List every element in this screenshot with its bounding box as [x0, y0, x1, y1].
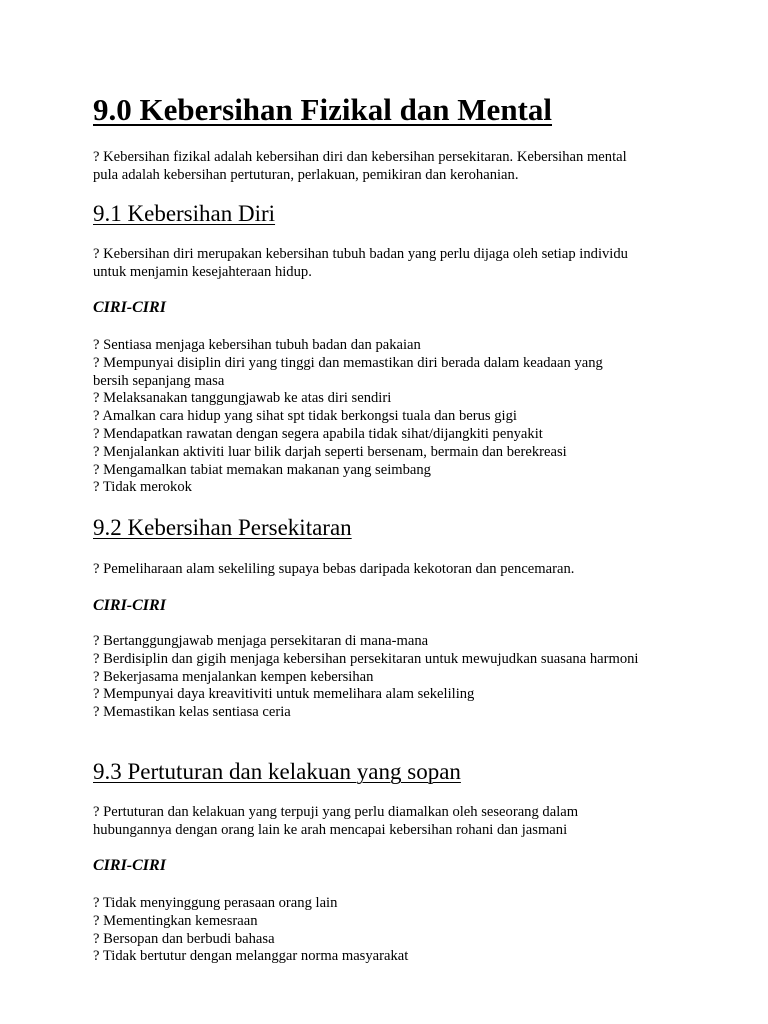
ciri-ciri-label-9-2: CIRI-CIRI	[93, 597, 166, 614]
list-item: ? Bekerjasama menjalankan kempen kebersihan	[93, 668, 374, 685]
list-item: ? Tidak menyinggung perasaan orang lain	[93, 895, 338, 911]
list-item: ? Sentiasa menjaga kebersihan tubuh badan dan pakaian	[93, 337, 421, 353]
paragraph-line: ? Pemeliharaan alam sekeliling supaya bebas daripada kekotoran dan pencemaran.	[93, 561, 575, 577]
list-item: bersih sepanjang masa	[93, 372, 225, 389]
list-item: ? Menjalankan aktiviti luar bilik darjah seperti bersenam, bermain dan berekreasi	[93, 443, 567, 460]
paragraph-line: ? Pertuturan dan kelakuan yang terpuji yang perlu diamalkan oleh seseorang dalam	[93, 804, 579, 820]
page-title: 9.0 Kebersihan Fizikal dan Mental	[93, 92, 552, 127]
list-item: ? Bersopan dan berbudi bahasa	[93, 930, 275, 947]
paragraph-line: ? Kebersihan diri merupakan kebersihan tubuh badan yang perlu dijaga oleh setiap individu	[93, 246, 628, 262]
list-item: ? Berdisiplin dan gigih menjaga kebersihan persekitaran untuk mewujudkan suasana harmoni	[93, 650, 639, 667]
intro-paragraph	[93, 148, 693, 184]
ciri-ciri-label-9-1: CIRI-CIRI	[93, 299, 166, 316]
section-9-2-paragraph	[93, 560, 693, 578]
list-item: ? Bertanggungjawab menjaga persekitaran di mana-mana	[93, 633, 429, 649]
section-heading-9-1: 9.1 Kebersihan Diri	[93, 201, 276, 226]
list-item: ? Mengamalkan tabiat memakan makanan yang seimbang	[93, 461, 431, 478]
list-item: ? Memastikan kelas sentiasa ceria	[93, 704, 291, 721]
list-item: ? Melaksanakan tanggungjawab ke atas diri sendiri	[93, 390, 392, 407]
ciri-ciri-label-9-3: CIRI-CIRI	[93, 857, 166, 874]
section-heading-9-3: 9.3 Pertuturan dan kelakuan yang sopan	[93, 759, 461, 784]
list-item: ? Tidak merokok	[93, 479, 192, 496]
section-9-1-paragraph	[93, 245, 693, 281]
section-9-3-paragraph	[93, 803, 693, 839]
ciri-list-9-3	[93, 895, 408, 966]
list-item: ? Amalkan cara hidup yang sihat spt tidak berkongsi tuala dan berus gigi	[93, 408, 517, 425]
intro-line: ? Kebersihan fizikal adalah kebersihan diri dan kebersihan persekitaran. Kebersihan mental	[93, 149, 627, 165]
list-item: ? Mendapatkan rawatan dengan segera apabila tidak sihat/dijangkiti penyakit	[93, 425, 543, 442]
paragraph-line: untuk menjamin kesejahteraan hidup.	[93, 264, 312, 280]
section-heading-9-2: 9.2 Kebersihan Persekitaran	[93, 515, 352, 540]
list-item: ? Mempunyai daya kreavitiviti untuk memelihara alam sekeliling	[93, 686, 475, 703]
ciri-list-9-2	[93, 633, 639, 722]
list-item: ? Mementingkan kemesraan	[93, 912, 258, 929]
list-item: ? Tidak bertutur dengan melanggar norma masyarakat	[93, 948, 409, 965]
intro-line: pula adalah kebersihan pertuturan, perlakuan, pemikiran dan kerohanian.	[93, 167, 519, 183]
list-item: ? Mempunyai disiplin diri yang tinggi dan memastikan diri berada dalam keadaan yang	[93, 354, 603, 371]
paragraph-line: hubungannya dengan orang lain ke arah mencapai kebersihan rohani dan jasmani	[93, 822, 568, 838]
ciri-list-9-1	[93, 337, 603, 497]
